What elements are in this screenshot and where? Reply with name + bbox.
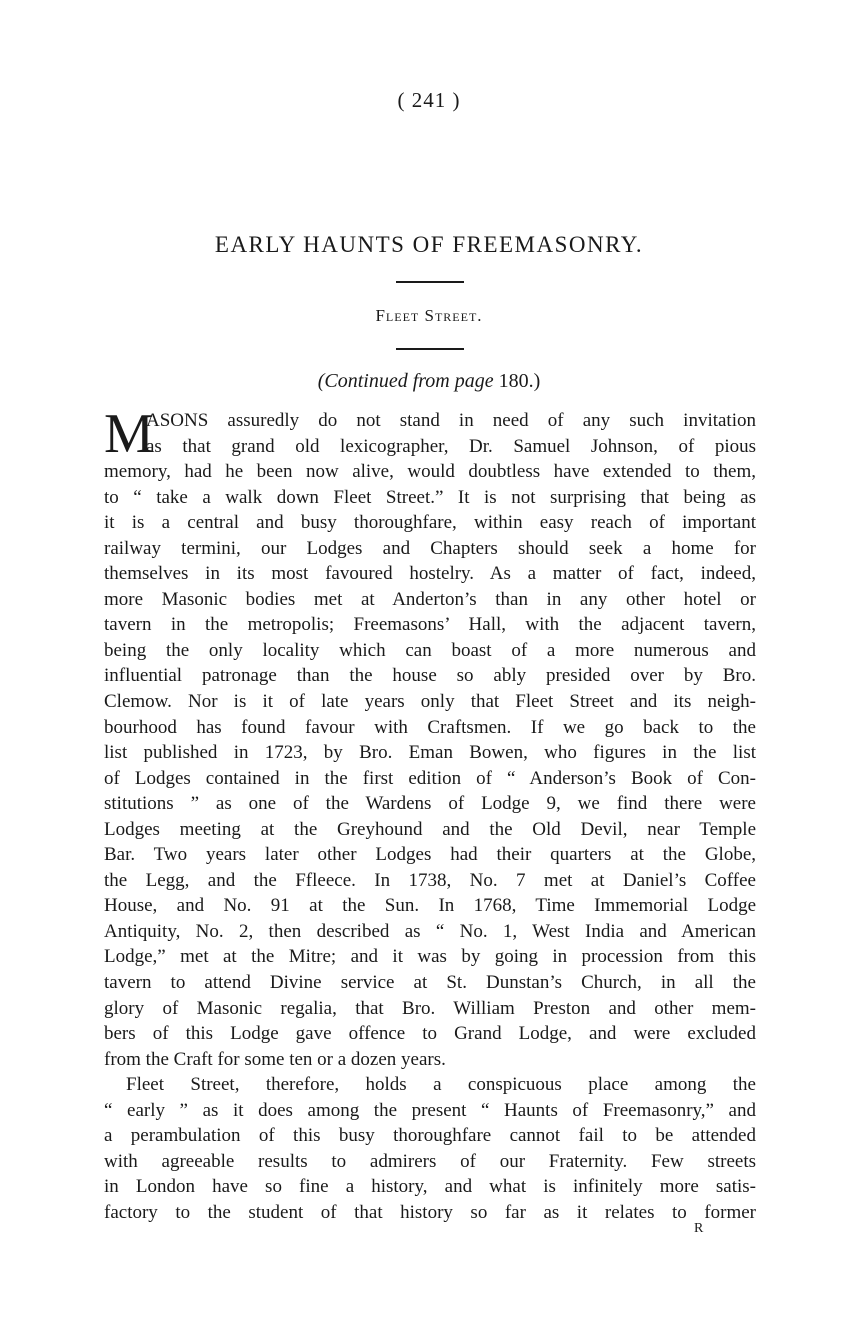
body-line: themselves in its most favoured hostelry. As a matter of fact, indeed,	[104, 563, 756, 585]
body-line: bourhood has found favour with Craftsmen. If we go back to the	[104, 716, 756, 738]
body-line: with agreeable results to admirers of our Fraternity. Few streets	[104, 1150, 756, 1172]
title-rule	[396, 281, 464, 283]
body-line: ASONS assuredly do not stand in need of any such invitation	[146, 410, 756, 431]
body-line: more Masonic bodies met at Anderton’s than in any other hotel or	[104, 588, 756, 610]
body-line: factory to the student of that history so far as it relates to former	[104, 1201, 756, 1223]
signature-mark: R	[694, 1221, 704, 1236]
body-line: the Legg, and the Ffleece. In 1738, No. 7 met at Daniel’s Coffee	[104, 869, 756, 891]
body-line: stitutions ” as one of the Wardens of Lodge 9, we find there were	[104, 793, 756, 815]
body-line: being the only locality which can boast of a more numerous and	[104, 639, 756, 661]
body-line: a perambulation of this busy thoroughfare cannot fail to be attended	[104, 1125, 756, 1147]
continued-note	[0, 370, 858, 393]
body-line: as that grand old lexicographer, Dr. Samuel Johnson, of pious	[146, 435, 756, 457]
body-line: to “ take a walk down Fleet Street.” It is not surprising that being as	[104, 486, 756, 508]
body-line: railway termini, our Lodges and Chapters should seek a home for	[104, 537, 756, 559]
subtitle-rule	[396, 348, 464, 350]
body-line: from the Craft for some ten or a dozen years.	[104, 1048, 446, 1070]
article-title: EARLY HAUNTS OF FREEMASONRY.	[214, 232, 644, 257]
body-line: tavern to attend Divine service at St. Dunstan’s Church, in all the	[104, 972, 756, 994]
body-line: “ early ” as it does among the present “ Haunts of Freemasonry,” and	[104, 1099, 756, 1121]
drop-cap: M	[104, 403, 154, 465]
article-body	[104, 403, 756, 1226]
body-line: influential patronage than the house so ably presided over by Bro.	[104, 665, 756, 687]
body-line: House, and No. 91 at the Sun. In 1768, Time Immemorial Lodge	[104, 895, 756, 917]
body-line: glory of Masonic regalia, that Bro. William Preston and other mem-	[104, 997, 756, 1019]
article-subtitle: Fleet Street.	[375, 306, 483, 325]
body-line: tavern in the metropolis; Freemasons’ Hall, with the adjacent tavern,	[104, 614, 756, 636]
body-line: list published in 1723, by Bro. Eman Bowen, who figures in the list	[104, 742, 756, 764]
body-line: Lodges meeting at the Greyhound and the Old Devil, near Temple	[104, 818, 756, 840]
continued-note-text: (Continued from page	[317, 370, 494, 392]
page-number: ( 241 )	[397, 88, 461, 112]
body-line: Antiquity, No. 2, then described as “ No. 1, West India and American	[104, 920, 756, 942]
body-line: memory, had he been now alive, would doubtless have extended to them,	[104, 461, 756, 483]
body-line: Lodge,” met at the Mitre; and it was by going in procession from this	[104, 946, 756, 968]
body-line: bers of this Lodge gave offence to Grand Lodge, and were excluded	[104, 1023, 756, 1045]
body-line: Clemow. Nor is it of late years only that Fleet Street and its neigh-	[104, 691, 756, 713]
body-line: in London have so fine a history, and what is infinitely more satis-	[104, 1176, 756, 1198]
continued-note-page: 180.)	[498, 370, 541, 392]
body-line: of Lodges contained in the first edition of “ Anderson’s Book of Con-	[104, 767, 756, 789]
body-line: Fleet Street, therefore, holds a conspicuous place among the	[126, 1074, 756, 1096]
body-line: Bar. Two years later other Lodges had their quarters at the Globe,	[104, 844, 756, 866]
body-line: it is a central and busy thoroughfare, within easy reach of important	[104, 512, 756, 534]
